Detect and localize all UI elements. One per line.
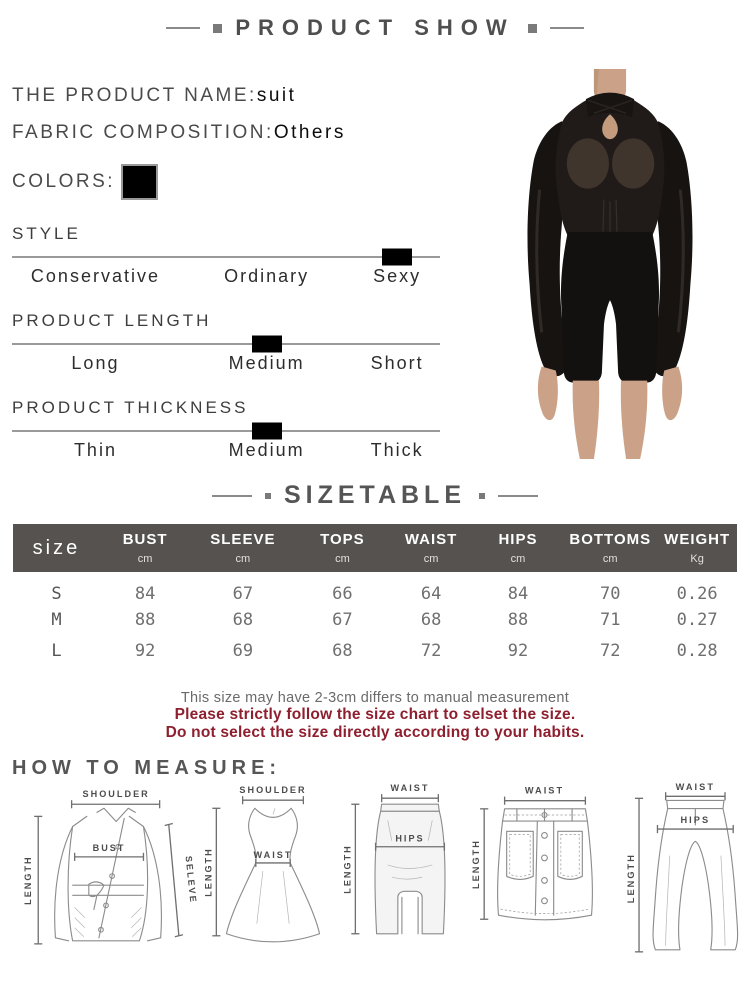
s-hips: 84 (507, 584, 529, 604)
product-details (12, 85, 440, 461)
measurement-notes (0, 690, 750, 743)
note-follow-chart: Please strictly follow the size chart to selset the size. (174, 706, 576, 723)
column-bottoms: BOTTOMS cm (563, 524, 657, 572)
column-sleeve: SLEEVE cm (190, 524, 295, 572)
product-length-label: PRODUCT LENGTH (12, 311, 212, 330)
black-color-swatch (121, 164, 158, 200)
jacket-measure-diagram (6, 784, 202, 954)
jacket-length-label: LENGTH (23, 854, 34, 905)
model-wearing-suit-image (475, 69, 745, 461)
sizetable-header (0, 461, 750, 510)
fabric-label: FABRIC COMPOSITION: (12, 122, 274, 143)
length-selection-marker (252, 336, 282, 353)
column-hips: HIPS cm (473, 524, 564, 572)
button-skirt-length-label: LENGTH (471, 838, 482, 889)
thickness-options (12, 440, 440, 461)
product-show-header (0, 0, 750, 41)
note-habits: Do not select the size directly according to your habits. (165, 724, 585, 742)
thickness-option-thick: Thick (370, 440, 424, 460)
colors-row (12, 164, 440, 200)
s-weight: 0.26 (676, 584, 718, 604)
style-selection-marker (382, 249, 412, 266)
sizetable-right-dash (498, 495, 538, 497)
s-waist: 64 (420, 584, 442, 604)
length-options (12, 353, 440, 374)
size-s-label: S (51, 584, 62, 604)
pants-waist-label: WAIST (675, 781, 716, 792)
size-l-label: L (51, 640, 62, 661)
length-option-long: Long (71, 353, 120, 373)
m-bust: 88 (134, 609, 156, 630)
m-bottoms: 71 (600, 609, 621, 630)
dress-shoulder-label: SHOULDER (239, 784, 307, 795)
thickness-selection-marker (252, 423, 282, 440)
thickness-option-thin: Thin (73, 440, 117, 460)
left-dash-decoration (166, 27, 200, 29)
note-tolerance: This size may have 2-3cm differs to manual measurement (180, 690, 570, 706)
m-sleeve: 68 (232, 609, 254, 630)
pencil-skirt-length-label: LENGTH (342, 843, 353, 894)
jacket-shoulder-label: SHOULDER (82, 788, 150, 799)
l-waist: 72 (420, 640, 442, 661)
s-tops: 66 (332, 584, 353, 604)
s-sleeve: 67 (232, 584, 254, 604)
length-option-short: Short (370, 353, 424, 373)
button-skirt-waist-label: WAIST (524, 785, 565, 796)
size-row-l (13, 635, 737, 666)
product-photo (475, 69, 745, 461)
colors-label: COLORS: (12, 171, 116, 192)
left-square-decoration (213, 24, 222, 33)
style-option-sexy: Sexy (373, 266, 422, 286)
size-row-s (13, 572, 737, 604)
pants-length-label: LENGTH (625, 852, 636, 903)
m-hips: 88 (507, 609, 529, 630)
style-label: STYLE (12, 224, 81, 243)
style-attribute (12, 224, 440, 287)
l-weight: 0.28 (676, 640, 718, 661)
right-square-decoration (528, 24, 537, 33)
length-scale-line (12, 343, 440, 345)
dress-waist-label: WAIST (253, 849, 293, 860)
l-bottoms: 72 (600, 640, 621, 661)
sizetable-right-square (479, 493, 485, 499)
pencil-skirt-measure-diagram (344, 784, 476, 954)
s-bottoms: 70 (600, 584, 621, 604)
product-thickness-label: PRODUCT THICKNESS (12, 398, 249, 417)
dress-length-label: LENGTH (203, 846, 214, 897)
pencil-skirt-hips-label: HIPS (395, 833, 425, 844)
m-weight: 0.27 (676, 609, 718, 630)
style-scale-line (12, 256, 440, 258)
m-waist: 68 (420, 609, 442, 630)
sizetable-title: SIZETABLE (283, 481, 467, 509)
m-tops: 67 (332, 609, 353, 630)
l-hips: 92 (507, 640, 529, 661)
pencil-skirt-waist-label: WAIST (390, 782, 430, 793)
fabric-value: Others (273, 122, 346, 143)
pants-hips-label: HIPS (680, 814, 711, 825)
jacket-bust-label: BUST (92, 842, 126, 853)
how-to-measure-title: HOW TO MEASURE: (12, 756, 282, 779)
product-length-attribute (12, 311, 440, 374)
size-table-header-row (13, 524, 737, 572)
column-size: size (13, 524, 100, 572)
length-option-medium: Medium (228, 353, 305, 373)
product-name-value: suit (256, 85, 297, 106)
style-option-ordinary: Ordinary (224, 266, 310, 286)
l-tops: 68 (332, 640, 353, 661)
dress-measure-diagram (202, 784, 344, 954)
page-title: PRODUCT SHOW (235, 15, 515, 40)
thickness-scale-line (12, 430, 440, 432)
size-row-m (13, 604, 737, 635)
sizetable-left-square (265, 493, 271, 499)
size-table (13, 524, 737, 666)
top-content (0, 85, 750, 461)
size-table-wrap (13, 524, 737, 666)
product-name-label: THE PRODUCT NAME: (12, 85, 257, 106)
style-options (12, 266, 440, 287)
style-option-conservative: Conservative (30, 266, 160, 286)
measure-diagrams (0, 780, 750, 958)
column-waist: WAIST cm (389, 524, 472, 572)
l-sleeve: 69 (232, 640, 254, 661)
column-weight: WEIGHT Kg (657, 524, 737, 572)
thickness-option-medium: Medium (228, 440, 305, 460)
s-bust: 84 (134, 584, 156, 604)
product-name-row (12, 85, 440, 107)
size-m-label: M (51, 609, 62, 630)
column-bust: BUST cm (100, 524, 191, 572)
fabric-composition-row (12, 122, 440, 144)
jacket-sleeve-label: SELEVE (183, 854, 199, 904)
pants-measure-diagram (614, 781, 748, 958)
button-skirt-measure-diagram (471, 784, 614, 940)
right-dash-decoration (550, 27, 584, 29)
sizetable-left-dash (212, 495, 252, 497)
column-tops: TOPS cm (295, 524, 389, 572)
l-bust: 92 (134, 640, 156, 661)
product-thickness-attribute (12, 398, 440, 461)
